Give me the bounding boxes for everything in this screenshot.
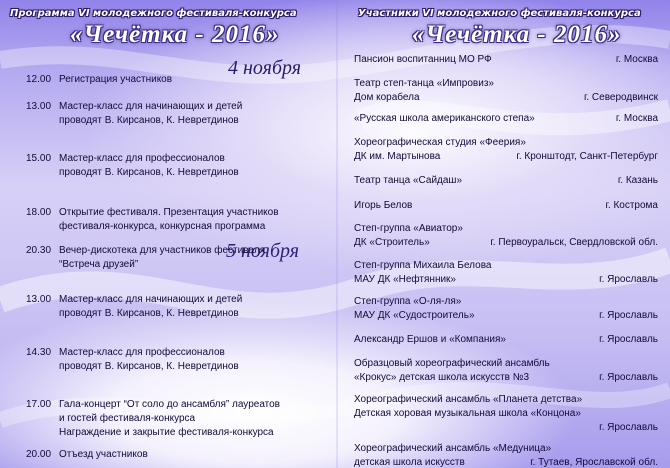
program-item-time: 20.30	[26, 245, 52, 256]
participant-entry	[354, 199, 658, 213]
participant-entry	[354, 112, 658, 126]
participant-name: Хореографический ансамбль «Планета детства»	[354, 394, 583, 405]
participant-city: г. Северодвинск	[583, 92, 658, 103]
participant-name: Детская хоровая музыкальная школа «Концона»	[354, 408, 581, 419]
participant-city: г. Казань	[617, 175, 658, 186]
participant-name: «Русская школа американского степа»	[354, 113, 535, 124]
program-item-line: Гала-концерт “От соло до ансамбля” лауреатов	[59, 399, 280, 410]
program-item-line: Мастер-класс для начинающих и детей	[59, 294, 243, 305]
participant-entry	[354, 442, 658, 468]
program-festival-title: «Чечётка - 2016»	[70, 21, 280, 48]
participant-entry	[354, 77, 658, 105]
participant-city: г. Ярославль	[599, 310, 658, 321]
program-header: Программа VI молодежного фестиваля-конкурса	[10, 8, 297, 19]
participant-name: Игорь Белов	[354, 200, 413, 211]
program-item-line: Вечер-дискотека для участников фестиваля	[59, 245, 266, 256]
program-item-time: 14.30	[26, 347, 52, 358]
participant-city: г. Тутаев, Ярославской обл.	[530, 457, 658, 468]
participant-city: г. Москва	[615, 113, 658, 124]
participants-column	[340, 0, 670, 468]
program-item-time: 20.00	[26, 449, 52, 460]
participant-entry	[354, 295, 658, 323]
participant-name: Дом корабела	[354, 92, 420, 103]
program-item-line: проводят В. Кирсанов, К. Невретдинов	[59, 115, 239, 126]
program-item-line: Мастер-класс для профессионалов	[59, 347, 225, 358]
participant-name: детская школа искусств	[354, 457, 465, 468]
participant-name: ДК «Строитель»	[354, 237, 430, 248]
participant-entry	[354, 393, 658, 433]
program-item-line: проводят В. Кирсанов, К. Невретдинов	[59, 167, 239, 178]
participant-name: Образцовый хореографический ансамбль	[354, 358, 550, 369]
participant-entry	[354, 357, 658, 385]
program-item-time: 13.00	[26, 101, 52, 112]
participant-entry	[354, 259, 658, 287]
program-item-line: Отъезд участников	[59, 449, 148, 460]
program-item-line: “Встреча друзей”	[59, 259, 139, 270]
participant-name: Степ-группа Михаила Белова	[354, 260, 492, 271]
program-item-time: 17.00	[26, 399, 52, 410]
program-item-line: и гостей фестиваля-конкурса	[59, 413, 196, 424]
participant-entry	[354, 53, 658, 67]
participant-entry	[354, 136, 658, 164]
participant-name: Театр танца «Сайдаш»	[354, 175, 463, 186]
participant-name: Хореографическая студия «Феерия»	[354, 137, 526, 148]
participant-name: Степ-группа «О-ля-ля»	[354, 296, 462, 307]
program-item-time: 18.00	[26, 207, 52, 218]
participant-entry	[354, 222, 658, 250]
participants-header: Участники VI молодежного фестиваля-конкурса	[358, 8, 641, 19]
program-item-line: проводят В. Кирсанов, К. Невретдинов	[59, 308, 239, 319]
participant-name: Пансион воспитанниц МО РФ	[354, 54, 492, 65]
program-item-line: Открытие фестиваля. Презентация участников	[59, 207, 279, 218]
participant-city: г. Кострома	[605, 200, 658, 211]
program-item-line: Мастер-класс для профессионалов	[59, 153, 225, 164]
day1-date: 4 ноября	[228, 57, 302, 79]
day2-date: 5 ноября	[226, 240, 300, 262]
participant-name: МАУ ДК «Судостроитель»	[354, 310, 475, 321]
participant-city: г. Кронштодт, Санкт-Петербург	[516, 151, 658, 162]
participant-city: г. Ярославль	[599, 334, 658, 345]
participant-name: МАУ ДК «Нефтянник»	[354, 274, 456, 285]
participant-name: «Крокус» детская школа искусств №3	[354, 372, 530, 383]
participant-city: г. Ярославль	[599, 422, 658, 433]
program-item-line: проводят В. Кирсанов, К. Невретдинов	[59, 361, 239, 372]
program-item-time: 12.00	[26, 74, 52, 85]
participants-festival-title: «Чечётка - 2016»	[412, 21, 622, 48]
program-item-line: Регистрация участников	[59, 74, 173, 85]
participant-city: г. Первоуральск, Свердловской обл.	[490, 237, 658, 248]
participant-name: ДК им. Мартынова	[354, 151, 441, 162]
program-item-line: Награждение и закрытие фестиваля-конкурса	[59, 427, 274, 438]
program-item-line: Мастер-класс для начинающих и детей	[59, 101, 243, 112]
program-item-time: 15.00	[26, 153, 52, 164]
participant-entry	[354, 333, 658, 347]
participant-name: Хореографический ансамбль «Медуница»	[354, 443, 552, 454]
participant-name: Степ-группа «Авиатор»	[354, 223, 463, 234]
participant-city: г. Ярославль	[599, 372, 658, 383]
participant-name: Театр степ-танца «Импровиз»	[354, 78, 494, 89]
participant-city: г. Ярославль	[599, 274, 658, 285]
program-item-line: фестиваля-конкурса, конкурсная программа	[59, 221, 266, 232]
program-item-time: 13.00	[26, 294, 52, 305]
participant-entry	[354, 174, 658, 188]
participant-name: Александр Ершов и «Компания»	[354, 334, 506, 345]
participant-city: г. Москва	[615, 54, 658, 65]
